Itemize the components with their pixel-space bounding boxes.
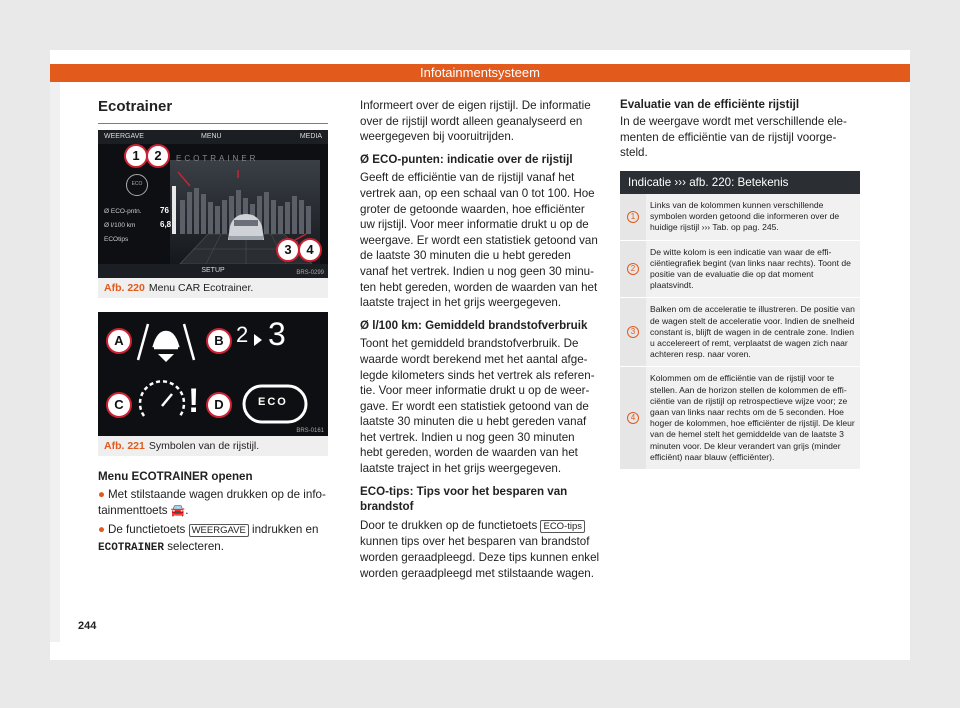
caption-label: Afb. 220 <box>104 282 145 294</box>
table-row <box>620 298 860 367</box>
marker-3: 3 <box>276 238 300 262</box>
marker-1: 1 <box>124 144 148 168</box>
eco-tips-key: ECO-tips <box>540 520 585 533</box>
row-number: 2 <box>627 263 639 275</box>
bullet-icon: ● <box>98 488 106 501</box>
intro-paragraph: Informeert over de eigen rijstijl. De informatie over de rijstijl wordt alleen geanalyseerd en weergegeven bij vooruitrijden. <box>360 99 591 144</box>
row-text: De witte kolom is een indicatie van waar de efficiëntiegrafiek begint (van links naar rechts). Toont de positie van de evaluatie die op dat moment plaatsvindt. <box>646 240 860 298</box>
table-header: Indicatie ››› afb. 220: Betekenis <box>620 171 860 194</box>
page-number: 244 <box>78 620 97 632</box>
start-column <box>172 186 176 234</box>
heading-eco-points: Ø ECO-punten: indicatie over de rijstijl <box>360 152 573 166</box>
ecotrainer-menu-item: ECOTRAINER <box>98 541 165 554</box>
paragraph-consumption: Toont het gemiddeld brandstofverbruik. De waarde wordt berekend met het aantal afgelegde kilometers sinds het vertrek als referentie. Voor meer informatie drukt u op de weergave. Er wordt een statistiek getoond van de laatste 30 minuten die u hebt gereden vanaf het vertrek. Indien u nog geen 30 minuten hebt gereden, worden de waarden van het laatste traject in het grijs weergegeven. <box>360 337 595 476</box>
caption-label: Afb. 221 <box>104 440 145 452</box>
gear-to: 3 <box>268 316 286 352</box>
column-middle <box>360 98 600 581</box>
weergave-key: WEERGAVE <box>189 524 249 537</box>
paragraph-eco-tips: Door te drukken op de functietoets ECO-tips kunnen tips over het besparen van brandstof worden geraadpleegd. Deze tips kunnen enkel worden geraadpleegd met stilstaande wagen. <box>360 518 600 580</box>
row-number: 3 <box>627 326 639 338</box>
tab-media: MEDIA <box>299 133 322 140</box>
heading-evaluation: Evaluatie van de efficiënte rijstijl <box>620 98 800 111</box>
row-number: 4 <box>627 412 639 424</box>
tab-weergave: WEERGAVE <box>104 133 144 140</box>
bullet-step-2: ● De functietoets WEERGAVE indrukken en ECOTRAINER selecteren. <box>98 523 319 554</box>
figure-ecotrainer-menu <box>98 130 328 278</box>
paragraph-evaluation: In de weergave wordt met verschillende elementen de efficiëntie van de rijstijl voorgesteld. <box>620 115 847 160</box>
heading-consumption: Ø l/100 km: Gemiddeld brandstofverbruik <box>360 318 588 332</box>
bullet-icon: ● <box>98 523 106 537</box>
row-number: 1 <box>627 211 639 223</box>
row-text: Kolommen om de efficiëntie van de rijstijl voor te stellen. Aan de horizon stellen de kolommen de efficiëntie van de rijstijl op retrospectieve wijze voor; ze gaan van links naar rechts om de 5 seconden. Hoe hoger de kolommen, hoe efficiënter de rijstijl. De kleur van de hemel stelt het gemiddelde van de laatste 3 minuten voor. De kleur verandert van grijs (minder efficiënt) naar blauw (efficiënter). <box>646 367 860 470</box>
figure-style-symbols <box>98 312 328 436</box>
gear-arrow-icon <box>254 334 262 346</box>
gear-from: 2 <box>236 322 249 347</box>
stat-ecotips-label: ECOtips <box>104 236 129 243</box>
eco-oval-label: ECO <box>258 396 288 408</box>
marker-D: D <box>206 392 232 418</box>
stat-consumption-label: Ø l/100 km <box>104 222 136 229</box>
subheading-open-menu: Menu ECOTRAINER openen <box>98 470 253 483</box>
column-right <box>620 98 860 470</box>
exclamation-icon: ! <box>188 382 200 420</box>
marker-C: C <box>106 392 132 418</box>
marker-4: 4 <box>298 238 322 262</box>
stat-eco-points-label: Ø ECO-pntn. <box>104 208 142 215</box>
car-key-icon: 🚘 <box>170 503 186 517</box>
figure-caption <box>98 278 328 298</box>
setup-bar: SETUP <box>98 264 328 278</box>
stat-eco-points-value: 76 <box>160 206 169 215</box>
table-row <box>620 194 860 240</box>
bullet-step-1: ● Met stilstaande wagen drukken op de infotainmenttoets 🚘. <box>98 488 326 517</box>
row-text: Balken om de acceleratie te illustreren. De positie van de wagen stelt de acceleratie voor. Indien de snelheid constant is, blijft de wagen in de centrale zone. Indien u accelereert of remt, verplaatst de wagen zich naar achteren resp. naar voren. <box>646 298 860 367</box>
caption-text: Menu CAR Ecotrainer. <box>148 282 254 294</box>
table-row <box>620 240 860 298</box>
row-text: Links van de kolommen kunnen verschillende symbolen worden getoond die informeren over de huidige rijstijl ››› Tab. op pag. 245. <box>646 194 860 240</box>
indication-table <box>620 171 860 470</box>
side-strip <box>50 82 60 642</box>
marker-A: A <box>106 328 132 354</box>
speedometer-icon <box>140 381 184 416</box>
heading-eco-tips: ECO-tips: Tips voor het besparen van brandstof <box>360 484 568 514</box>
eco-symbol: ECO <box>126 174 148 196</box>
marker-2: 2 <box>146 144 170 168</box>
table-row <box>620 367 860 470</box>
figure-caption <box>98 436 328 456</box>
down-arrow-icon <box>158 354 174 362</box>
page-header: Infotainmentsysteem <box>50 64 910 82</box>
caption-text: Symbolen van de rijstijl. <box>148 440 260 452</box>
paragraph-eco-points: Geeft de efficiëntie van de rijstijl vanaf het vertrek aan, op een schaal van 0 tot 100. Hoe groter de getoonde waarden, hoe efficiënter uw rijstijl. Voor meer informatie drukt u op de weergave. Er wordt een statistiek getoond van de laatste 30 minuten die u hebt gereden vanaf het vertrek. Indien u nog geen 30 minuten hebt gereden, worden de waarden van het laatste traject in het grijs weergegeven. <box>360 171 598 310</box>
manual-page <box>50 50 910 660</box>
column-left <box>98 98 328 556</box>
stat-consumption-value: 6,8 <box>160 220 172 229</box>
marker-B: B <box>206 328 232 354</box>
figure-code: BRS-0299 <box>296 270 324 276</box>
figure-code: BRS-0161 <box>296 428 324 434</box>
tab-menu: MENU <box>201 133 222 140</box>
section-title: Ecotrainer <box>98 98 328 124</box>
ecotrainer-title: ECOTRAINER <box>176 154 259 163</box>
